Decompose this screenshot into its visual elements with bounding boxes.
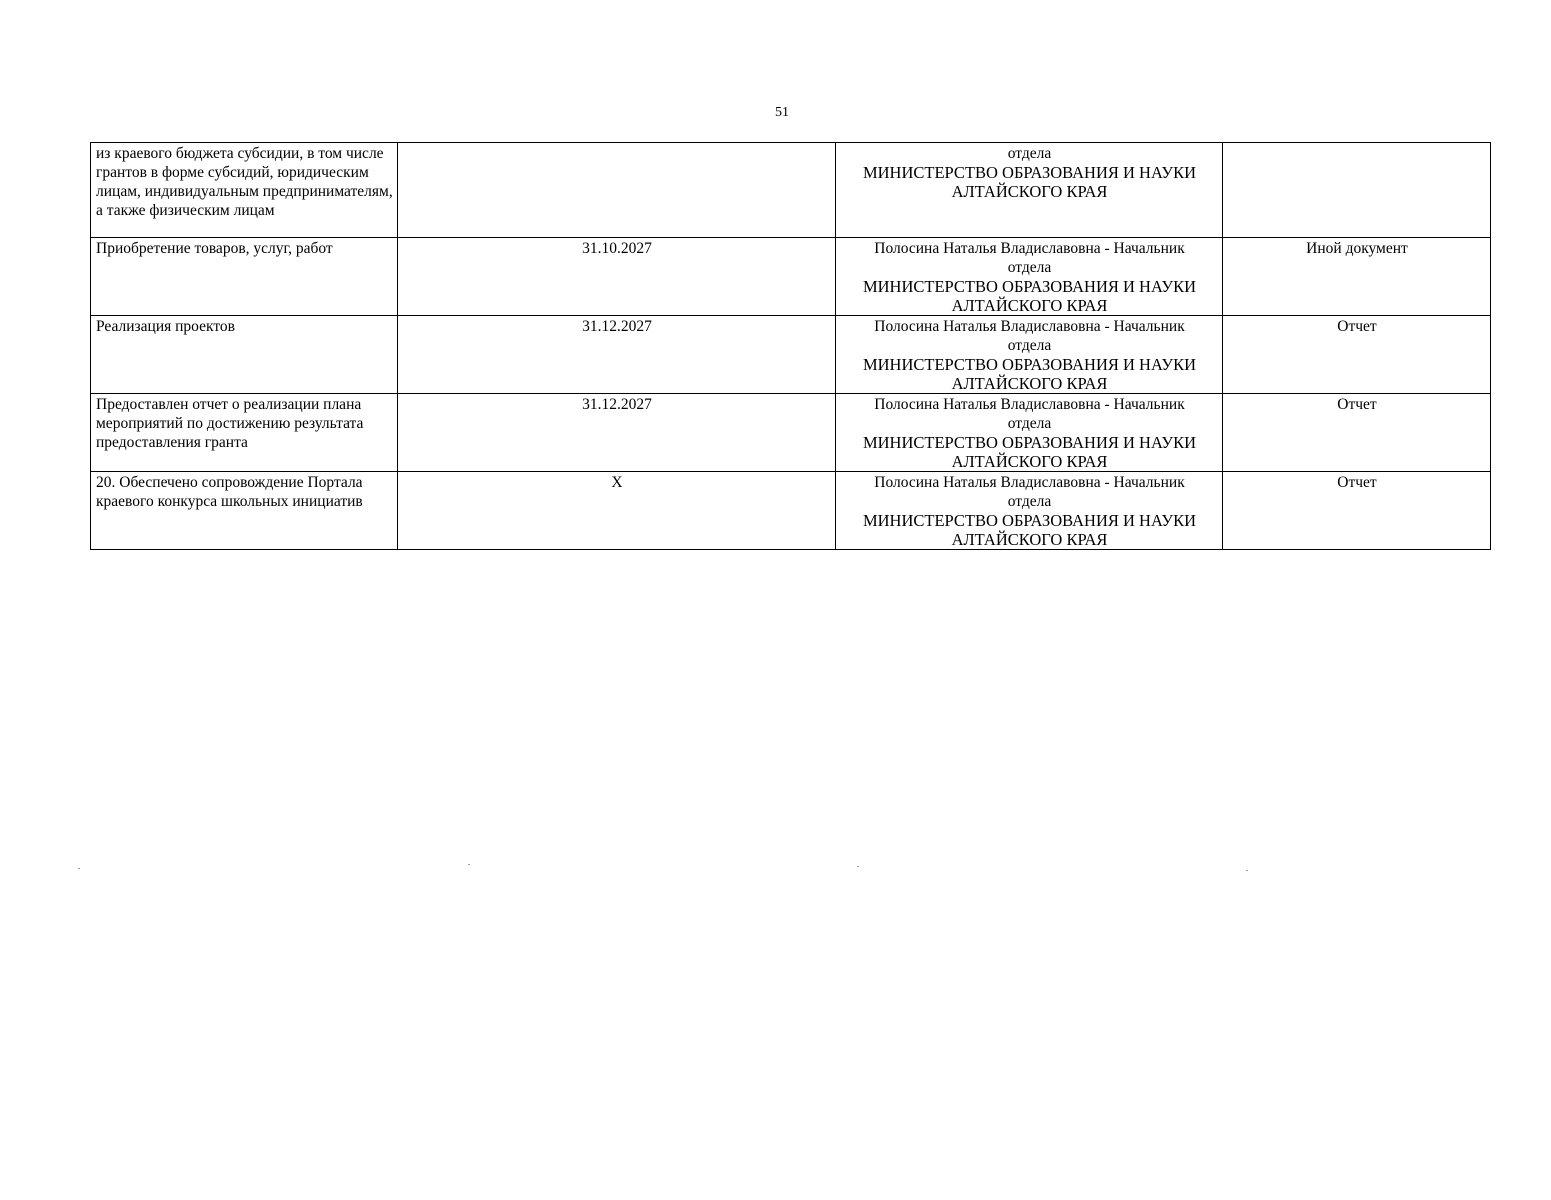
document-cell — [1223, 143, 1491, 238]
responsible-name: Полосина Наталья Владиславовна - Начальник — [874, 396, 1185, 413]
date-cell: X — [398, 472, 836, 550]
responsible-dept: отдела — [1007, 493, 1052, 510]
event-cell: из краевого бюджета субсидии, в том числе грантов в форме субсидий, юридическим лицам, индивидуальным предпринимателям, а также физическим лицам — [91, 143, 398, 238]
document-cell: Отчет — [1223, 394, 1491, 472]
document-cell: Отчет — [1223, 472, 1491, 550]
scan-speck — [857, 866, 859, 867]
responsible-name: Полосина Наталья Владиславовна - Начальник — [874, 318, 1185, 335]
table-row — [91, 394, 1491, 472]
event-cell: Реализация проектов — [91, 316, 398, 394]
date-cell — [398, 143, 836, 238]
responsible-org: МИНИСТЕРСТВО ОБРАЗОВАНИЯ И НАУКИ АЛТАЙСКОГО КРАЯ — [862, 511, 1197, 549]
page-number: 51 — [775, 105, 789, 120]
table-row — [91, 143, 1491, 238]
responsible-dept: отдела — [1007, 259, 1052, 276]
document-cell: Отчет — [1223, 316, 1491, 394]
scan-speck — [468, 864, 470, 865]
table-row — [91, 472, 1491, 550]
table-row — [91, 238, 1491, 316]
event-cell: 20. Обеспечено сопровождение Портала краевого конкурса школьных инициатив — [91, 472, 398, 550]
responsible-cell — [836, 143, 1223, 238]
date-cell: 31.10.2027 — [398, 238, 836, 316]
responsible-name: Полосина Наталья Владиславовна - Начальник — [874, 240, 1185, 257]
responsible-cell — [836, 472, 1223, 550]
responsible-dept: отдела — [1007, 145, 1052, 162]
event-cell: Предоставлен отчет о реализации плана мероприятий по достижению результата предоставления гранта — [91, 394, 398, 472]
responsible-org: МИНИСТЕРСТВО ОБРАЗОВАНИЯ И НАУКИ АЛТАЙСКОГО КРАЯ — [862, 163, 1197, 201]
scan-speck — [78, 868, 80, 869]
responsible-org: МИНИСТЕРСТВО ОБРАЗОВАНИЯ И НАУКИ АЛТАЙСКОГО КРАЯ — [862, 277, 1197, 315]
scan-speck — [1246, 870, 1248, 871]
responsible-cell — [836, 316, 1223, 394]
responsible-org: МИНИСТЕРСТВО ОБРАЗОВАНИЯ И НАУКИ АЛТАЙСКОГО КРАЯ — [862, 433, 1197, 471]
responsible-dept: отдела — [1007, 415, 1052, 432]
responsible-org: МИНИСТЕРСТВО ОБРАЗОВАНИЯ И НАУКИ АЛТАЙСКОГО КРАЯ — [862, 355, 1197, 393]
date-cell: 31.12.2027 — [398, 316, 836, 394]
table-row — [91, 316, 1491, 394]
document-cell: Иной документ — [1223, 238, 1491, 316]
responsible-dept: отдела — [1007, 337, 1052, 354]
responsible-cell — [836, 238, 1223, 316]
date-cell: 31.12.2027 — [398, 394, 836, 472]
responsible-name: Полосина Наталья Владиславовна - Начальник — [874, 474, 1185, 491]
plan-table — [90, 142, 1491, 550]
responsible-cell — [836, 394, 1223, 472]
event-cell: Приобретение товаров, услуг, работ — [91, 238, 398, 316]
